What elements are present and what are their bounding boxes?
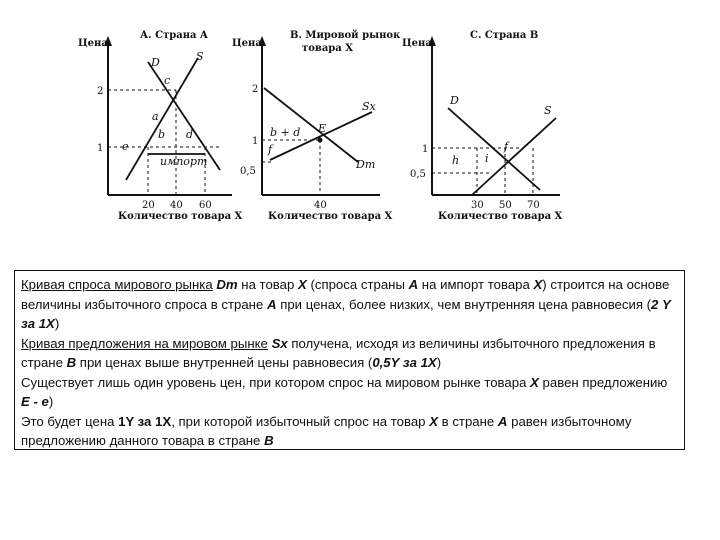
- panel-b-y-label: Цена: [232, 38, 262, 49]
- panel-b-ytick-2: 2: [252, 84, 259, 95]
- panel-c-y-label: Цена: [402, 38, 432, 49]
- panel-a-region-a: a: [152, 110, 159, 123]
- panel-b-supply-label: Sx: [362, 100, 376, 113]
- panel-c-xtick-30: 30: [471, 200, 484, 211]
- p1-t11: при ценах, более низких, чем внутренняя цена равновесия (: [280, 296, 652, 312]
- p1-x2: X: [533, 277, 543, 292]
- panel-b-title-line2: товара X: [302, 43, 354, 54]
- p2-t5: при ценах выше внутренней цены равновесия (: [79, 355, 373, 370]
- paragraph-2: [21, 334, 678, 373]
- p4-a: A: [497, 413, 508, 429]
- panel-b-label-bd: b + d: [270, 126, 301, 139]
- panel-a-ytick-2: 2: [97, 86, 104, 97]
- panel-a-import-label: импорт: [160, 155, 208, 168]
- panel-c-xtick-50: 50: [499, 200, 512, 211]
- panel-c-region-i: i: [485, 152, 489, 165]
- p4-t3: , при которой избыточный спрос на товар: [171, 413, 426, 429]
- panel-c: [402, 30, 563, 222]
- panel-b-ytick-1: 1: [252, 136, 259, 147]
- panel-b-title-line1: В. Мировой рынок: [290, 30, 401, 41]
- panel-b-label-e: E: [318, 122, 327, 135]
- economics-figure: [0, 0, 720, 260]
- paragraph-1: [21, 275, 678, 334]
- panel-a-region-d: d: [186, 128, 194, 141]
- p4-price: 1Y за 1X: [118, 413, 172, 429]
- p1-x: X: [298, 277, 307, 292]
- paragraph-4: [21, 412, 678, 451]
- panel-c-title: С. Страна B: [470, 30, 539, 41]
- p3-t5: ): [48, 394, 54, 409]
- p2-t3: получена, исходя из величины избыточного предложения в стране: [21, 335, 656, 370]
- panel-c-demand-label: D: [450, 94, 459, 107]
- panel-b-ytick-05: 0,5: [240, 166, 256, 177]
- p4-t5: в стране: [441, 413, 495, 429]
- panel-a: [78, 30, 243, 222]
- panel-a-xtick-20: 20: [142, 200, 155, 211]
- panel-b: [232, 30, 401, 222]
- panel-c-ytick-1: 1: [422, 144, 429, 155]
- panel-a-demand-label: D: [151, 56, 160, 69]
- panel-a-xtick-60: 60: [199, 200, 212, 211]
- panel-c-x-label: Количество товара X: [438, 211, 563, 222]
- p2-b: B: [66, 355, 77, 370]
- panel-b-equilibrium-point: [318, 138, 323, 143]
- p1-a: A: [408, 277, 419, 292]
- panel-c-region-f: f: [504, 140, 509, 153]
- p2-price: 0,5Y за 1X: [372, 355, 437, 370]
- panel-a-region-b: b: [158, 128, 166, 141]
- p2-t7: ): [436, 355, 442, 370]
- paragraph-3: [21, 373, 678, 412]
- panel-a-title: А. Страна A: [140, 30, 208, 41]
- p1-link-text: Кривая спроса мирового рынка: [21, 277, 213, 292]
- p4-b: B: [264, 433, 274, 448]
- p2-link-text: Кривая предложения на мировом рынке: [21, 335, 268, 351]
- p1-t3: на товар: [241, 277, 295, 292]
- panel-a-y-label: Цена: [78, 38, 108, 49]
- p1-t5: (спроса страны: [310, 277, 405, 292]
- panel-c-supply-label: S: [544, 104, 552, 117]
- p1-t9: ) строится на основе величины избыточного спроса в стране: [21, 277, 670, 312]
- panel-a-xtick-40: 40: [170, 200, 183, 211]
- p1-t13: ): [54, 316, 60, 331]
- p1-dm: Dm: [216, 277, 238, 292]
- panel-c-ytick-05: 0,5: [410, 169, 426, 180]
- panel-c-xtick-70: 70: [527, 200, 540, 211]
- panel-a-ytick-1: 1: [97, 143, 104, 154]
- panel-a-supply-label: S: [196, 50, 204, 63]
- p2-sx: Sx: [271, 335, 288, 351]
- panel-a-region-e: e: [122, 140, 129, 153]
- explanation-box: [14, 270, 685, 450]
- p3-x: X: [530, 374, 539, 390]
- panel-b-demand-label: Dm: [356, 158, 376, 171]
- p1-a2: A: [266, 296, 277, 312]
- p3-ee: E - e: [21, 394, 49, 409]
- panel-c-region-h: h: [452, 154, 460, 167]
- p1-t7: на импорт товара: [421, 277, 530, 292]
- p4-t7: равен избыточному предложению данного товара в стране: [21, 413, 632, 448]
- p3-t1: Существует лишь один уровень цен, при котором спрос на мировом рынке товара: [21, 374, 527, 390]
- p4-x: X: [429, 413, 438, 429]
- figure-svg: [0, 0, 720, 260]
- p4-t1: Это будет цена: [21, 413, 115, 429]
- panel-c-demand-curve: [448, 108, 540, 190]
- p3-t3: равен предложению: [542, 374, 668, 390]
- panel-b-x-label: Количество товара X: [268, 211, 393, 222]
- p1-price: 2 Y за 1X: [21, 296, 671, 331]
- panel-a-x-label: Количество товара X: [118, 211, 243, 222]
- panel-b-xtick-40: 40: [314, 200, 327, 211]
- panel-b-label-f: f: [268, 143, 273, 156]
- panel-a-region-c: c: [164, 74, 171, 87]
